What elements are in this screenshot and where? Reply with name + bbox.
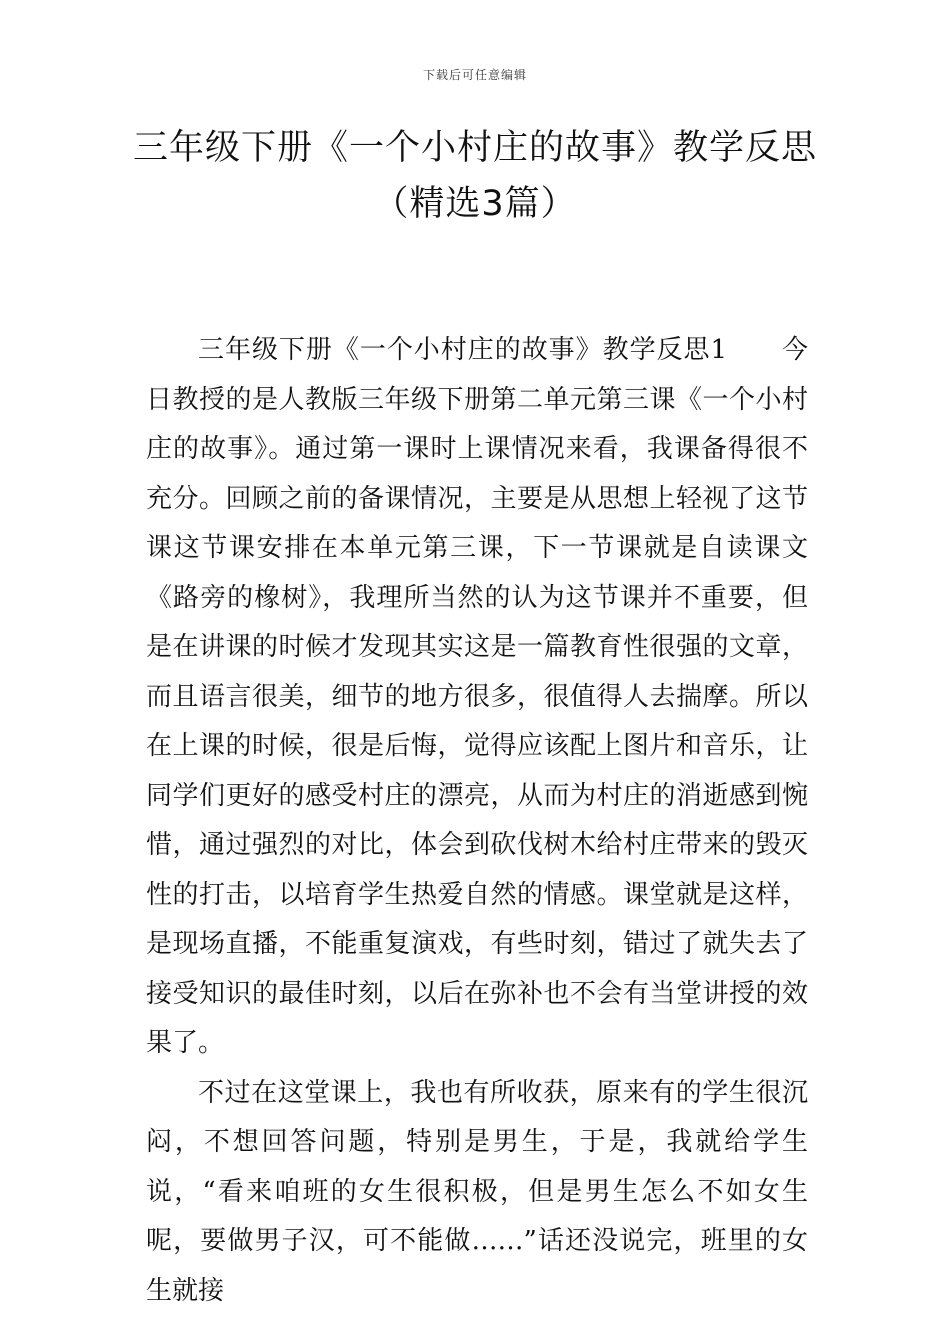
paragraph-2: 不过在这堂课上，我也有所收获，原来有的学生很沉闷，不想回答问题，特别是男生，于是，我就给学生说，“看来咱班的女生很积极，但是男生怎么不如女生呢，要做男子汉，可不能做……”话还没说完，班里的女生就接 [146, 1077, 808, 1306]
document-title: 三年级下册《一个小村庄的故事》教学反思（精选3篇） [132, 128, 817, 224]
header-note: 下载后可任意编辑 [422, 68, 527, 82]
document-body [146, 326, 808, 1316]
paragraph-1: 三年级下册《一个小村庄的故事》教学反思1 今日教授的是人教版三年级下册第二单元第三课《一个小村庄的故事》。通过第一课时上课情况来看，我课备得很不充分。回顾之前的备课情况，主要是从思想上轻视了这节课这节课安排在本单元第三课，下一节课就是自读课文《路旁的橡树》，我理所当然的认为这节课并不重要，但是在讲课的时候才发现其实这是一篇教育性很强的文章，而且语言很美，细节的地方很多，很值得人去揣摩。所以在上课的时候，很是后悔，觉得应该配上图片和音乐，让同学们更好的感受村庄的漂亮，从而为村庄的消逝感到惋惜，通过强烈的对比，体会到砍伐树木给村庄带来的毁灭性的打击，以培育学生热爱自然的情感。课堂就是这样，是现场直播，不能重复演戏，有些时刻，错过了就失去了接受知识的最佳时刻，以后在弥补也不会有当堂讲授的效果了。 [146, 335, 808, 1058]
